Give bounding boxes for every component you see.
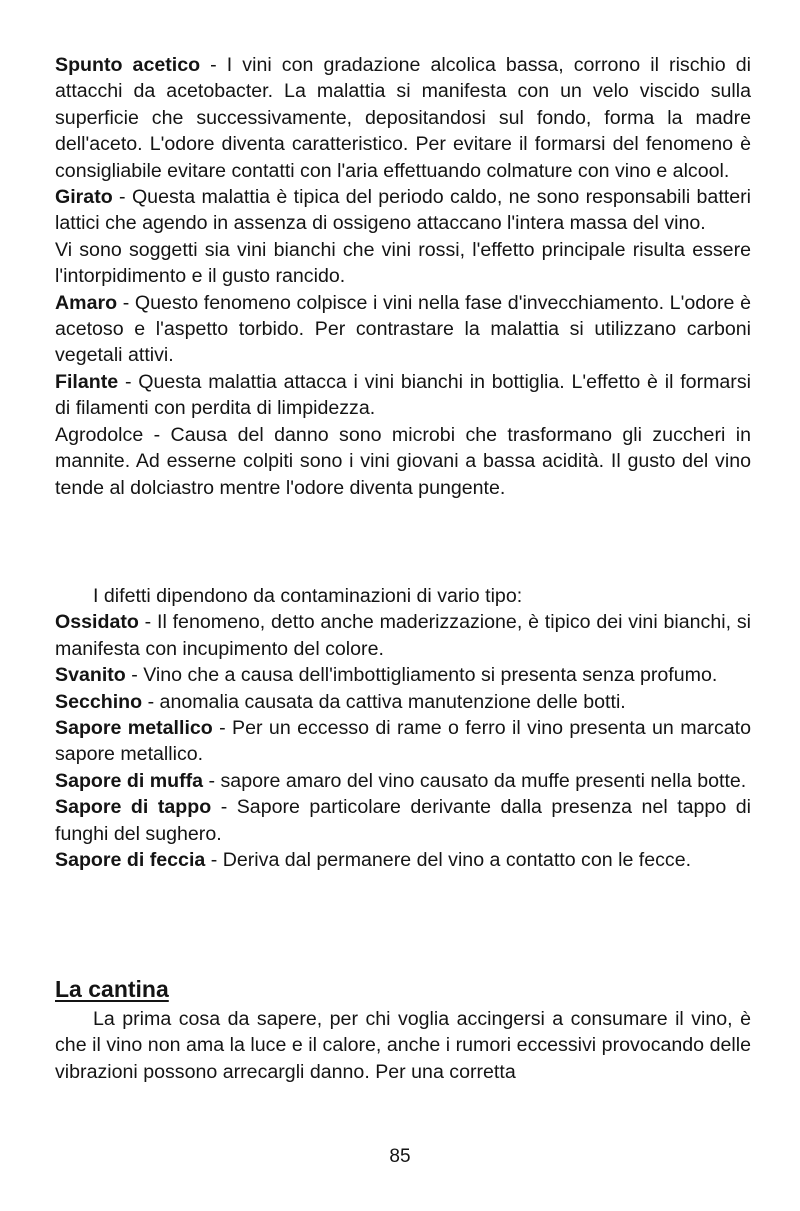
entry-term: Ossidato [55,611,139,634]
entry-secchino: Secchino - anomalia causata da cattiva manutenzione delle botti. [55,690,626,713]
entry-sapore-metallico: Sapore metallico - Per un eccesso di rame o ferro il vino presenta un marcato sapore metallico. [55,717,751,766]
entry-text: Questo fenomeno colpisce i vini nella fase d'invecchiamento. L'odore è acetoso e l'aspetto torbido. Per contrastare la malattia si utilizzano carboni vegetali attivi. [55,291,751,367]
wine-defects-section [55,583,751,873]
entry-text: I vini con gradazione alcolica bassa, corrono il rischio di attacchi da acetobacter. La malattia si manifesta con un velo viscido sulla superficie che successivamente, depositandosi sul fondo, forma la madre dell'aceto. L'odore diventa caratteristico. Per evitare il formarsi del fenomeno è consigliabile evitare contatti con l'aria effettuando colmature con vino e alcool. [55,54,751,182]
entry-term: Sapore di feccia [55,849,206,872]
entry-text: Questa malattia è tipica del periodo caldo, ne sono responsabili batteri lattici che agendo in assenza di ossigeno attaccano l'intera massa del vino. [55,186,751,235]
entry-text: Il fenomeno, detto anche maderizzazione, è tipico dei vini bianchi, si manifesta con incupimento del colore. [55,611,751,660]
entry-term: Amaro [55,291,118,314]
entry-girato: Girato - Questa malattia è tipica del periodo caldo, ne sono responsabili batteri lattici che agendo in assenza di ossigeno attaccano l'intera massa del vino. [55,186,751,235]
entry-svanito: Svanito - Vino che a causa dell'imbottigliamento si presenta senza profumo. [55,664,718,687]
entry-term: Svanito [55,664,126,687]
entry-term: Sapore di muffa [55,769,204,792]
entry-text: Per un eccesso di rame o ferro il vino presenta un marcato sapore metallico. [55,717,751,766]
entry-term: Spunto acetico [55,54,201,76]
entry-text: sapore amaro del vino causato da muffe presenti nella botte. [220,769,747,792]
entry-sapore-muffa: Sapore di muffa - sapore amaro del vino causato da muffe presenti nella botte. [55,769,747,792]
cantina-section [55,1006,751,1085]
wine-diseases-section [55,52,751,501]
entry-amaro: Amaro - Questo fenomeno colpisce i vini nella fase d'invecchiamento. L'odore è acetoso e l'aspetto torbido. Per contrastare la malattia si utilizzano carboni vegetali attivi. [55,291,751,367]
entry-term: Sapore di tappo [55,796,212,819]
cantina-paragraph: La prima cosa da sapere, per chi voglia accingersi a consumare il vino, è che il vino non ama la luce e il calore, anche i rumori eccessivi provocando delle vibrazioni possono arrecargli danno. Per una corretta [55,1008,751,1083]
entry-ossidato: Ossidato - Il fenomeno, detto anche maderizzazione, è tipico dei vini bianchi, si manifesta con incupimento del colore. [55,611,751,660]
page-number: 85 [389,1146,411,1167]
defects-intro: I difetti dipendono da contaminazioni di vario tipo: [93,585,523,607]
entry-text: Vino che a causa dell'imbottigliamento si presenta senza profumo. [143,664,718,687]
entry-term: Sapore metallico [55,717,213,740]
entry-spunto-acetico: Spunto acetico - I vini con gradazione alcolica bassa, corrono il rischio di attacchi da acetobacter. La malattia si manifesta con un velo viscido sulla superficie che successivamente, depositandosi sul fondo, forma la madre dell'aceto. L'odore diventa caratteristico. Per evitare il formarsi del fenomeno è consigliabile evitare contatti con l'aria effettuando colmature con vino e alcool. [55,54,751,182]
entry-girato-extra: Vi sono soggetti sia vini bianchi che vini rossi, l'effetto principale risulta essere l'intorpidimento e il gusto rancido. [55,238,751,288]
entry-term: Secchino [55,690,143,713]
entry-agrodolce: Agrodolce - Causa del danno sono microbi che trasformano gli zuccheri in mannite. Ad esserne colpiti sono i vini giovani a bassa acidità. Il gusto del vino tende al dolciastro mentre l'odore diventa pungente. [55,423,751,499]
entry-sapore-feccia: Sapore di feccia - Deriva dal permanere del vino a contatto con le fecce. [55,849,692,872]
entry-text: Questa malattia attacca i vini bianchi in bottiglia. L'effetto è il formarsi di filamenti con perdita di limpidezza. [55,370,751,420]
entry-term: Filante [55,370,119,393]
entry-text: anomalia causata da cattiva manutenzione delle botti. [159,690,626,713]
entry-sapore-tappo: Sapore di tappo - Sapore particolare derivante dalla presenza nel tappo di funghi del sughero. [55,796,751,845]
section-heading-cantina: La cantina [55,976,169,1002]
entry-term: Girato [55,186,113,209]
entry-filante: Filante - Questa malattia attacca i vini bianchi in bottiglia. L'effetto è il formarsi di filamenti con perdita di limpidezza. [55,370,751,420]
entry-text: Deriva dal permanere del vino a contatto con le fecce. [222,849,692,872]
entry-text: Sapore particolare derivante dalla presenza nel tappo di funghi del sughero. [55,796,751,845]
